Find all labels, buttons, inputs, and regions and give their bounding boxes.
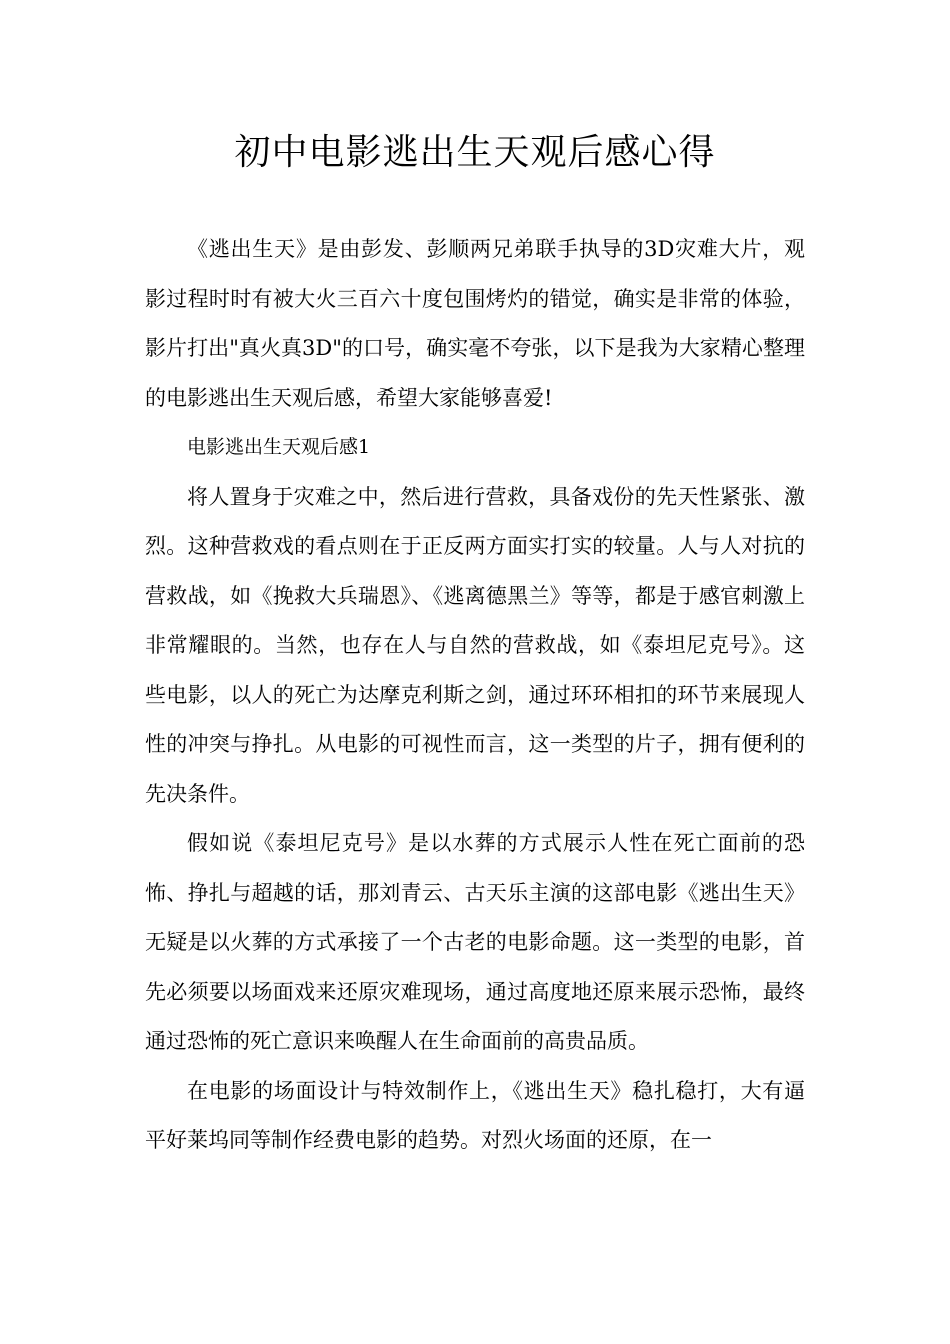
body-paragraph: 假如说《泰坦尼克号》是以水葬的方式展示人性在死亡面前的恐怖、挣扎与超越的话，那刘青云、古天乐主演的这部电影《逃出生天》无疑是以火葬的方式承接了一个古老的电影命题。这一类型的电影，首先必须要以场面戏来还原灾难现场，通过高度地还原来展示恐怖，最终通过恐怖的死亡意识来唤醒人在生命面前的高贵品质。 bbox=[145, 831, 805, 1053]
intro-paragraph: 《逃出生天》是由彭发、彭顺两兄弟联手执导的3D灾难大片，观影过程时时有被大火三百六十度包围烤灼的错觉，确实是非常的体验，影片打出"真火真3D"的口号，确实毫不夸张，以下是我为大家精心整理的电影逃出生天观后感，希望大家能够喜爱! bbox=[145, 237, 805, 410]
document-body bbox=[145, 225, 805, 1166]
body-paragraph: 将人置身于灾难之中，然后进行营救，具备戏份的先天性紧张、激烈。这种营救戏的看点则在于正反两方面实打实的较量。人与人对抗的营救战，如《挽救大兵瑞恩》、《逃离德黑兰》等等，都是于感官刺激上非常耀眼的。当然，也存在人与自然的营救战，如《泰坦尼克号》。这些电影，以人的死亡为达摩克利斯之剑，通过环环相扣的环节来展现人性的冲突与挣扎。从电影的可视性而言，这一类型的片子，拥有便利的先决条件。 bbox=[145, 484, 805, 806]
document-title: 初中电影逃出生天观后感心得 bbox=[234, 132, 716, 173]
body-paragraph: 在电影的场面设计与特效制作上，《逃出生天》稳扎稳打，大有逼平好莱坞同等制作经费电影的趋势。对烈火场面的还原，在一 bbox=[145, 1078, 805, 1152]
section-heading: 电影逃出生天观后感1 bbox=[187, 436, 371, 458]
